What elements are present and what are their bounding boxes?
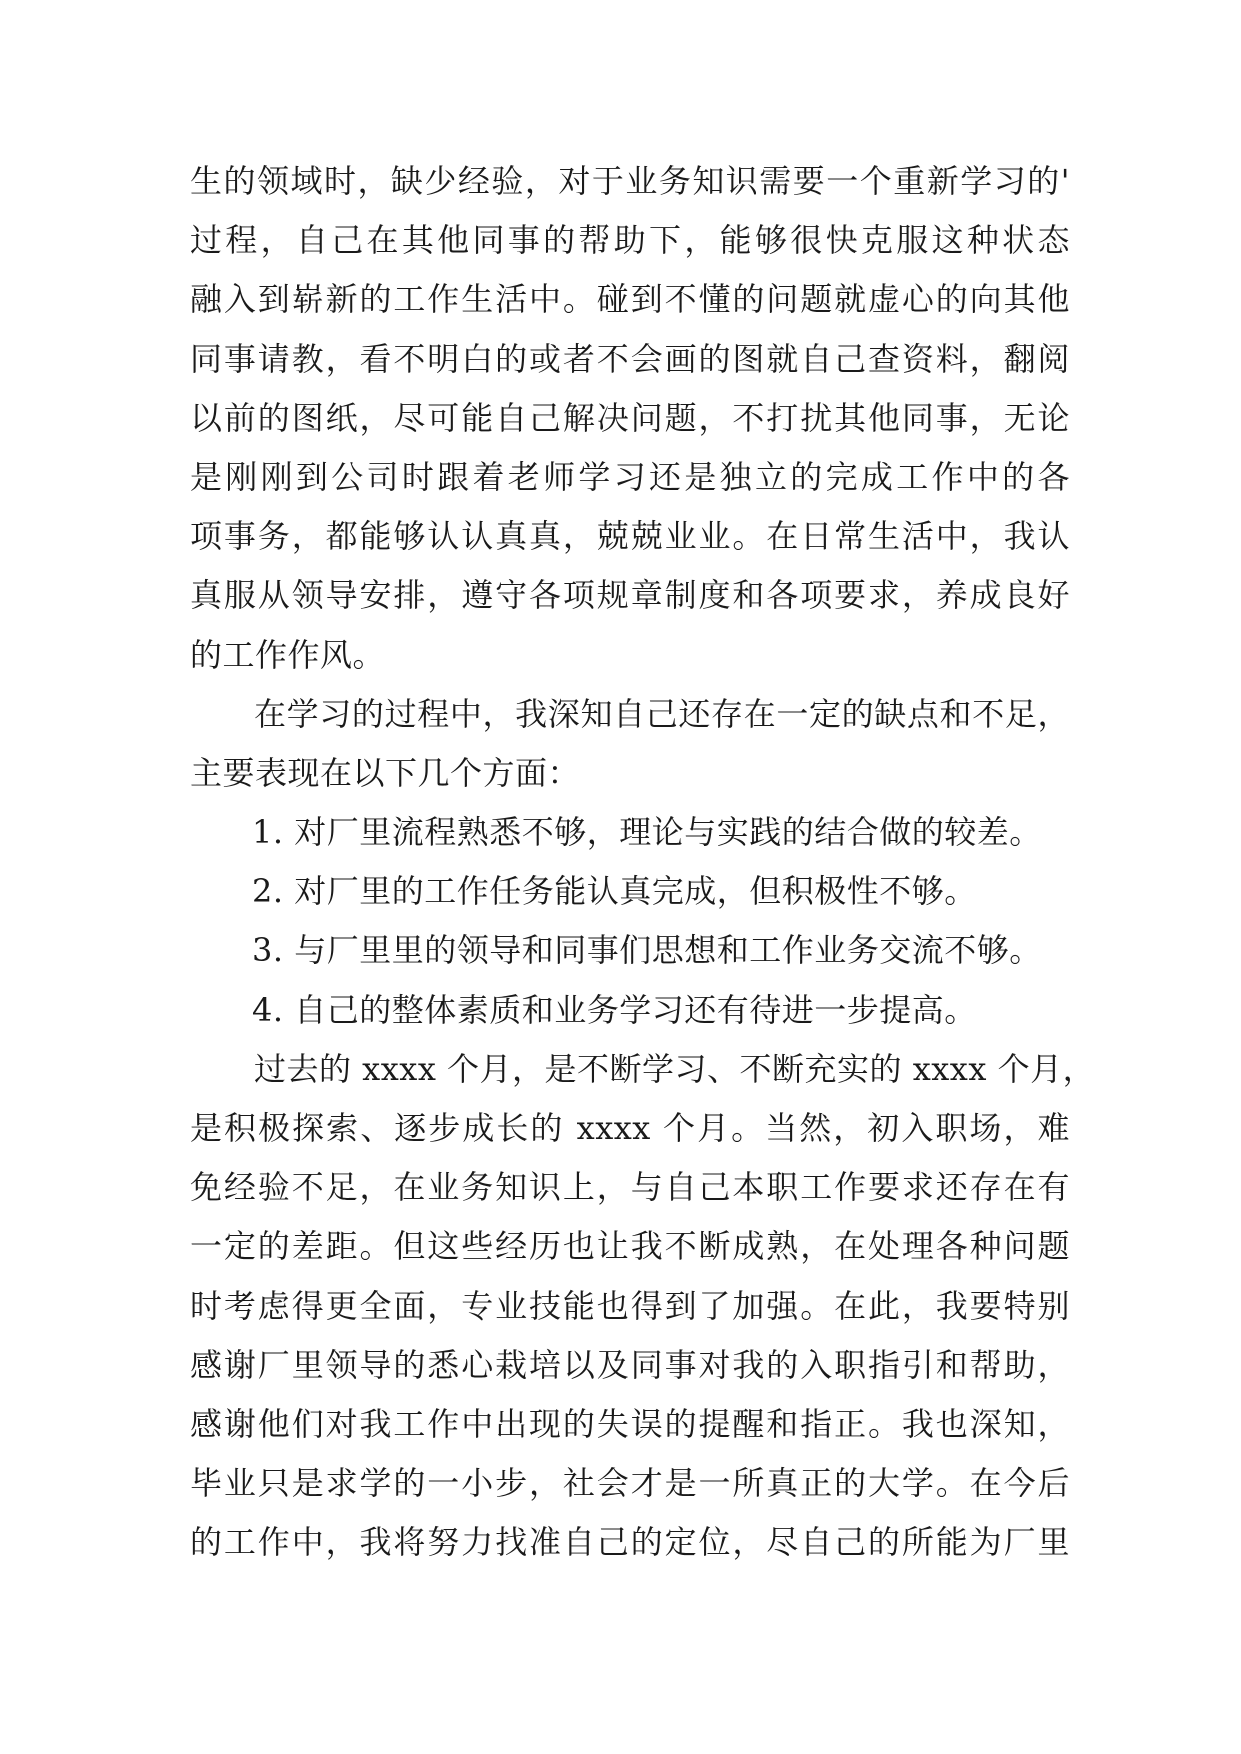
paragraph-work-attitude bbox=[190, 152, 1070, 685]
text-line: 免经验不足，在业务知识上，与自己本职工作要求还存在有 bbox=[190, 1168, 1070, 1207]
text-line: 同事请教，看不明白的或者不会画的图就自己查资料，翻阅 bbox=[190, 339, 1070, 378]
text-line: 过去的 xxxx 个月，是不断学习、不断充实的 xxxx 个月， bbox=[254, 1049, 1096, 1088]
list-item: 2. 对厂里的工作任务能认真完成，但积极性不够。 bbox=[252, 872, 977, 911]
text-line: 时考虑得更全面，专业技能也得到了加强。在此，我要特别 bbox=[190, 1286, 1070, 1325]
text-line: 融入到崭新的工作生活中。碰到不懂的问题就虚心的向其他 bbox=[190, 280, 1070, 319]
shortcomings-list bbox=[190, 803, 1070, 1040]
text-line: 以前的图纸，尽可能自己解决问题，不打扰其他同事，无论 bbox=[190, 398, 1070, 437]
paragraph-shortcomings-intro bbox=[190, 685, 1070, 803]
text-line: 过程，自己在其他同事的帮助下，能够很快克服这种状态 bbox=[190, 221, 1070, 260]
text-line: 项事务，都能够认认真真，兢兢业业。在日常生活中，我认 bbox=[190, 517, 1070, 556]
text-line: 毕业只是求学的一小步，社会才是一所真正的大学。在今后 bbox=[190, 1464, 1070, 1503]
text-line: 在学习的过程中，我深知自己还存在一定的缺点和不足， bbox=[254, 694, 1070, 733]
text-line: 感谢厂里领导的悉心栽培以及同事对我的入职指引和帮助， bbox=[190, 1345, 1070, 1384]
list-item: 4. 自己的整体素质和业务学习还有待进一步提高。 bbox=[252, 990, 977, 1029]
text-line: 一定的差距。但这些经历也让我不断成熟，在处理各种问题 bbox=[190, 1227, 1070, 1266]
text-line: 主要表现在以下几个方面： bbox=[190, 753, 581, 792]
paragraph-summary bbox=[190, 1040, 1096, 1573]
text-line: 的工作中，我将努力找准自己的定位，尽自己的所能为厂里 bbox=[190, 1523, 1070, 1562]
text-line: 的工作作风。 bbox=[190, 635, 386, 674]
document-body bbox=[190, 152, 1096, 1573]
list-item: 1. 对厂里流程熟悉不够，理论与实践的结合做的较差。 bbox=[252, 813, 1042, 852]
text-line: 是积极探索、逐步成长的 xxxx 个月。当然，初入职场，难 bbox=[190, 1109, 1070, 1147]
text-line: 感谢他们对我工作中出现的失误的提醒和指正。我也深知， bbox=[190, 1404, 1070, 1443]
list-item: 3. 与厂里里的领导和同事们思想和工作业务交流不够。 bbox=[252, 931, 1042, 970]
text-line: 是刚刚到公司时跟着老师学习还是独立的完成工作中的各 bbox=[190, 457, 1070, 496]
text-line: 真服从领导安排，遵守各项规章制度和各项要求，养成良好 bbox=[190, 576, 1070, 615]
text-line: 生的领域时，缺少经验，对于业务知识需要一个重新学习的' bbox=[190, 162, 1070, 200]
